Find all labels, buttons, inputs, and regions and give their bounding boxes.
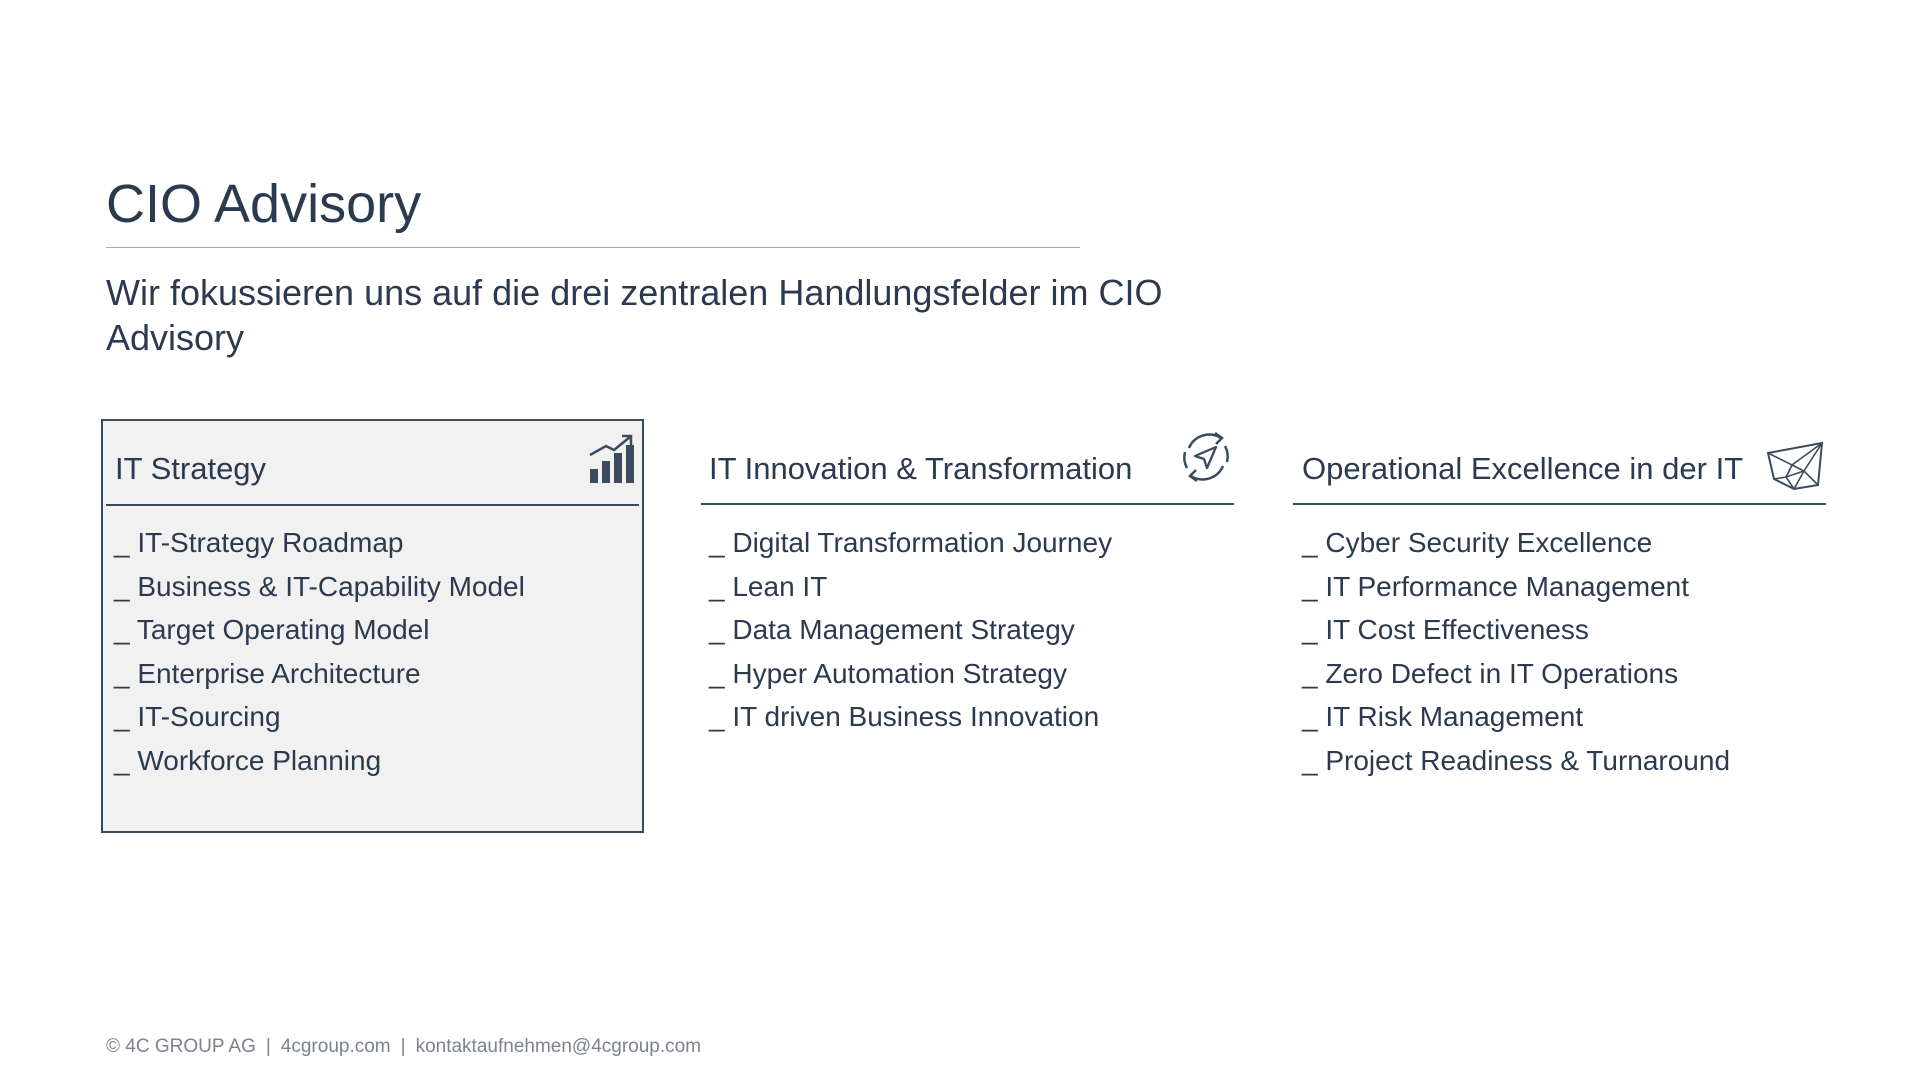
list-item: _ IT Risk Management <box>1302 701 1584 732</box>
cycle-navigation-icon <box>1177 428 1235 486</box>
list-item: _ Zero Defect in IT Operations <box>1302 657 1679 689</box>
card-header <box>103 421 636 507</box>
card-divider <box>701 503 1234 505</box>
footer-email-link[interactable]: kontaktaufnehmen@4cgroup.com <box>415 1036 702 1057</box>
list-item: _ Hyper Automation Strategy <box>709 657 1067 689</box>
page-subtitle: Wir fokussieren uns auf die drei zentralen Handlungsfelder im CIO Advisory <box>106 272 1163 358</box>
footer-website-link[interactable]: 4cgroup.com <box>280 1036 391 1057</box>
list-item: _ IT-Sourcing <box>114 701 281 732</box>
list-item: _ Workforce Planning <box>114 744 382 776</box>
title-divider <box>106 247 1080 248</box>
footer-separator: | <box>265 1036 271 1057</box>
list-item: _ Lean IT <box>709 570 828 602</box>
list-item: _ Target Operating Model <box>114 614 430 645</box>
list-item: _ IT Performance Management <box>1302 570 1690 602</box>
bar-chart-growth-icon <box>584 429 642 487</box>
footer-separator: | <box>400 1036 406 1057</box>
card-header <box>1290 419 1823 505</box>
card-item-list <box>114 521 525 782</box>
card-it-strategy[interactable] <box>101 419 644 833</box>
list-item: _ Data Management Strategy <box>709 614 1075 645</box>
card-item-list <box>1302 521 1730 782</box>
card-item-list <box>709 521 1112 739</box>
page-title: CIO Advisory <box>106 174 422 234</box>
list-item: _ Enterprise Architecture <box>114 657 421 689</box>
list-item: _ IT Cost Effectiveness <box>1302 614 1589 645</box>
card-it-innovation[interactable] <box>697 419 1240 833</box>
list-item: _ Project Readiness & Turnaround <box>1302 744 1731 776</box>
diamond-gem-icon <box>1766 437 1824 495</box>
card-title: IT Innovation & Transformation <box>709 451 1133 486</box>
footer <box>106 1035 701 1059</box>
card-title: IT Strategy <box>115 451 267 486</box>
list-item: _ IT-Strategy Roadmap <box>114 527 404 558</box>
list-item: _ Cyber Security Excellence <box>1302 527 1653 558</box>
footer-copyright: © 4C GROUP AG <box>106 1036 256 1057</box>
card-divider <box>106 504 639 506</box>
list-item: _ IT driven Business Innovation <box>709 701 1100 732</box>
list-item: _ Business & IT-Capability Model <box>114 570 525 602</box>
card-divider <box>1293 503 1826 505</box>
card-title: Operational Excellence in der IT <box>1302 451 1744 486</box>
card-header <box>697 419 1230 505</box>
list-item: _ Digital Transformation Journey <box>709 527 1113 558</box>
card-operational-excellence[interactable] <box>1290 419 1833 833</box>
